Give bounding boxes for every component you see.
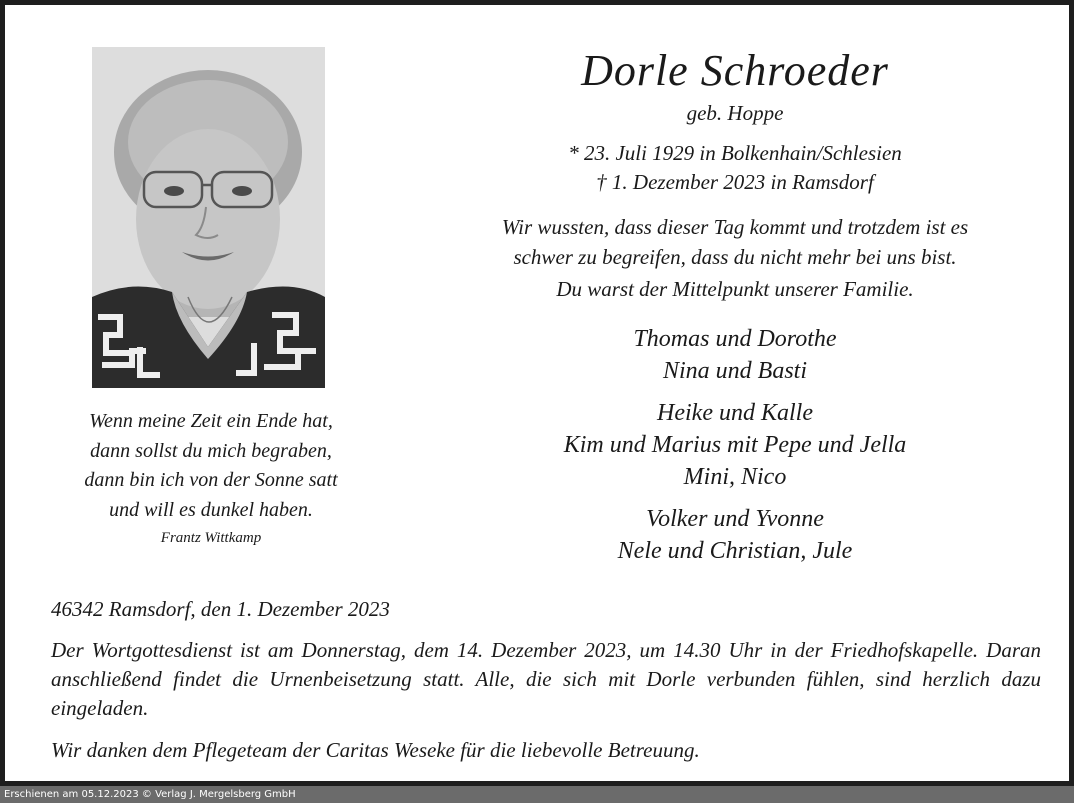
poem-line: Wenn meine Zeit ein Ende hat, — [89, 410, 333, 432]
family-member: Heike und Kalle — [657, 400, 813, 426]
service-announcement: Der Wortgottesdienst ist am Donnerstag, dem 14. Dezember 2023, um 14.30 Uhr in der Friedhofskapelle. Daran anschließend findet die Urnenbeisetzung statt. Alle, die sich mit Dorle verbunden fühlen, sind herzlich dazu eingeladen. — [51, 638, 1041, 720]
family-member: Nele und Christian, Jule — [617, 538, 853, 564]
poem-author: Frantz Wittkamp — [160, 530, 262, 546]
verse-closing: Du warst der Mittelpunkt unserer Familie. — [556, 277, 914, 301]
family-member: Volker und Yvonne — [646, 506, 824, 532]
maiden-name: geb. Hoppe — [686, 101, 784, 125]
family-member: Thomas und Dorothe — [633, 326, 837, 352]
birth-date: * 23. Juli 1929 in Bolkenhain/Schlesien — [568, 141, 902, 165]
portrait-photo — [92, 47, 325, 388]
family-group — [425, 323, 1045, 387]
portrait-image — [92, 47, 325, 388]
deceased-name: Dorle Schroeder — [581, 46, 889, 95]
family-group — [425, 397, 1045, 493]
death-date: † 1. Dezember 2023 in Ramsdorf — [596, 170, 874, 194]
poem-line: und will es dunkel haben. — [109, 498, 313, 521]
verse-line: schwer zu begreifen, dass du nicht mehr bei uns bist. — [513, 245, 957, 269]
thanks-note: Wir danken dem Pflegeteam der Caritas Weseke für die liebevolle Betreuung. — [51, 738, 700, 762]
family-member: Mini, Nico — [683, 464, 787, 490]
place-and-date: 46342 Ramsdorf, den 1. Dezember 2023 — [51, 597, 390, 621]
family-member: Kim und Marius mit Pepe und Jella — [563, 432, 907, 458]
life-dates — [425, 139, 1045, 197]
verse-line: Wir wussten, dass dieser Tag kommt und trotzdem ist es — [501, 215, 969, 239]
poem-line: dann bin ich von der Sonne satt — [84, 469, 338, 491]
family-group — [425, 503, 1045, 567]
poem-line: dann sollst du mich begraben, — [90, 439, 332, 462]
poem — [35, 407, 387, 525]
family-member: Nina und Basti — [662, 358, 807, 384]
publication-footer: Erschienen am 05.12.2023 © Verlag J. Mergelsberg GmbH — [0, 786, 1074, 803]
memorial-verse — [425, 212, 1045, 272]
